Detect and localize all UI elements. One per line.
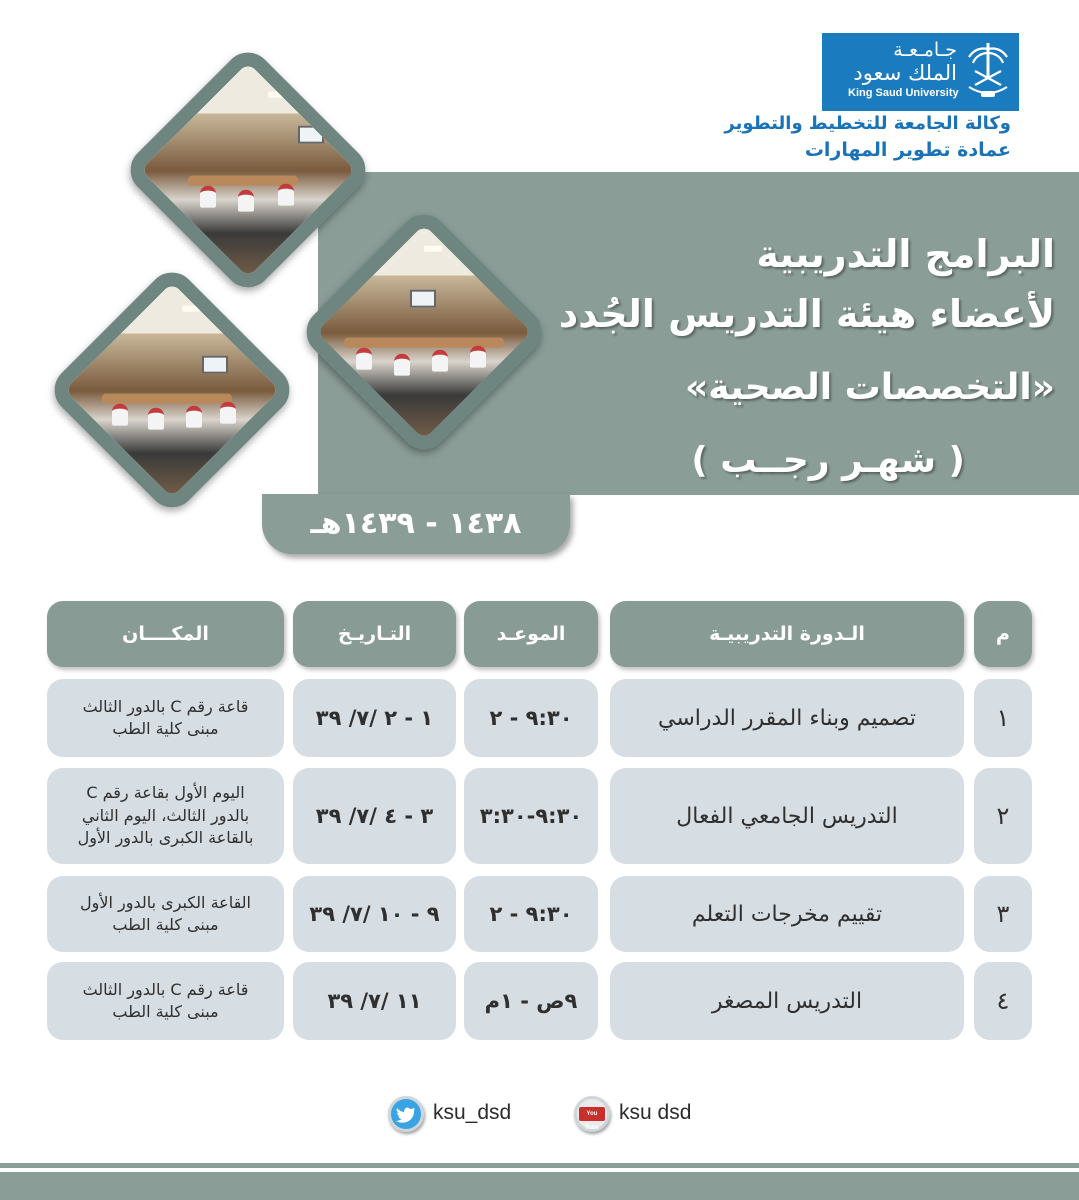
logo-english: King Saud University	[848, 87, 959, 99]
banner-month: ( شهـر رجــب )	[691, 440, 965, 481]
year-text: ١٤٣٨ - ١٤٣٩هـ	[310, 506, 522, 541]
row3-place	[47, 876, 284, 952]
footer-band	[0, 1172, 1079, 1200]
row4-date: ١١ /٧/ ٣٩	[293, 962, 456, 1040]
year-badge	[262, 494, 570, 554]
ksu-logo	[822, 33, 1019, 111]
meeting-photo-2	[45, 263, 300, 518]
row4-time: ٩ص - ١م	[464, 962, 598, 1040]
row3-time: ٩:٣٠ - ٢	[464, 876, 598, 952]
row1-place	[47, 679, 284, 757]
youtube-icon[interactable]	[574, 1096, 610, 1132]
banner-title-line2: لأعضاء هيئة التدريس الجُدد	[558, 292, 1055, 336]
row1-course: تصميم وبناء المقرر الدراسي	[610, 679, 964, 757]
row3-place-line2: مبنى كلية الطب	[112, 915, 219, 934]
header-time: الموعـد	[464, 601, 598, 667]
row1-num: ١	[974, 679, 1032, 757]
youtube-badge-text: You Tube	[579, 1107, 605, 1121]
deanship-name: عمادة تطوير المهارات	[804, 139, 1011, 161]
row2-place-line1: اليوم الأول بقاعة رقم C	[86, 783, 245, 803]
footer-divider	[0, 1163, 1079, 1168]
agency-name: وكالة الجامعة للتخطيط والتطوير	[724, 113, 1011, 134]
row4-num: ٤	[974, 962, 1032, 1040]
row2-place-line2: بالدور الثالث، اليوم الثاني	[81, 805, 250, 825]
row1-place-line2: مبنى كلية الطب	[112, 719, 219, 738]
row4-place-line1: قاعة رقم C بالدور الثالث	[82, 979, 249, 999]
palm-emblem-icon	[963, 39, 1013, 103]
banner-title-line1: البرامج التدريبية	[756, 232, 1055, 276]
row1-time: ٩:٣٠ - ٢	[464, 679, 598, 757]
logo-arabic-line1: جـامـعـة	[893, 39, 957, 61]
logo-arabic-line2: الملك سعود	[853, 61, 957, 85]
header-num: م	[974, 601, 1032, 667]
row3-date: ٩ - ١٠ /٧/ ٣٩	[293, 876, 456, 952]
row4-course: التدريس المصغر	[610, 962, 964, 1040]
youtube-channel[interactable]: ksu dsd	[619, 1101, 692, 1124]
header-course: الـدورة التدريبيـة	[610, 601, 964, 667]
row4-place	[47, 962, 284, 1040]
row2-place	[47, 768, 284, 864]
row2-date: ٣ - ٤ /٧/ ٣٩	[293, 768, 456, 864]
twitter-handle[interactable]: ksu_dsd	[433, 1101, 512, 1124]
row2-time: ٩:٣٠-٣:٣٠	[464, 768, 598, 864]
row3-num: ٣	[974, 876, 1032, 952]
header-date: التـاريـخ	[293, 601, 456, 667]
row3-place-line1: القاعة الكبرى بالدور الأول	[80, 892, 251, 912]
twitter-icon[interactable]	[388, 1096, 424, 1132]
row2-course: التدريس الجامعي الفعال	[610, 768, 964, 864]
banner-title-line3: «التخصصات الصحية»	[684, 367, 1055, 408]
row2-place-line3: بالقاعة الكبرى بالدور الأول	[77, 828, 254, 848]
row3-course: تقييم مخرجات التعلم	[610, 876, 964, 952]
header-place: المكــــان	[47, 601, 284, 667]
row1-place-line1: قاعة رقم C بالدور الثالث	[82, 696, 249, 716]
row4-place-line2: مبنى كلية الطب	[112, 1002, 219, 1021]
row1-date: ١ - ٢ /٧/ ٣٩	[293, 679, 456, 757]
row2-num: ٢	[974, 768, 1032, 864]
